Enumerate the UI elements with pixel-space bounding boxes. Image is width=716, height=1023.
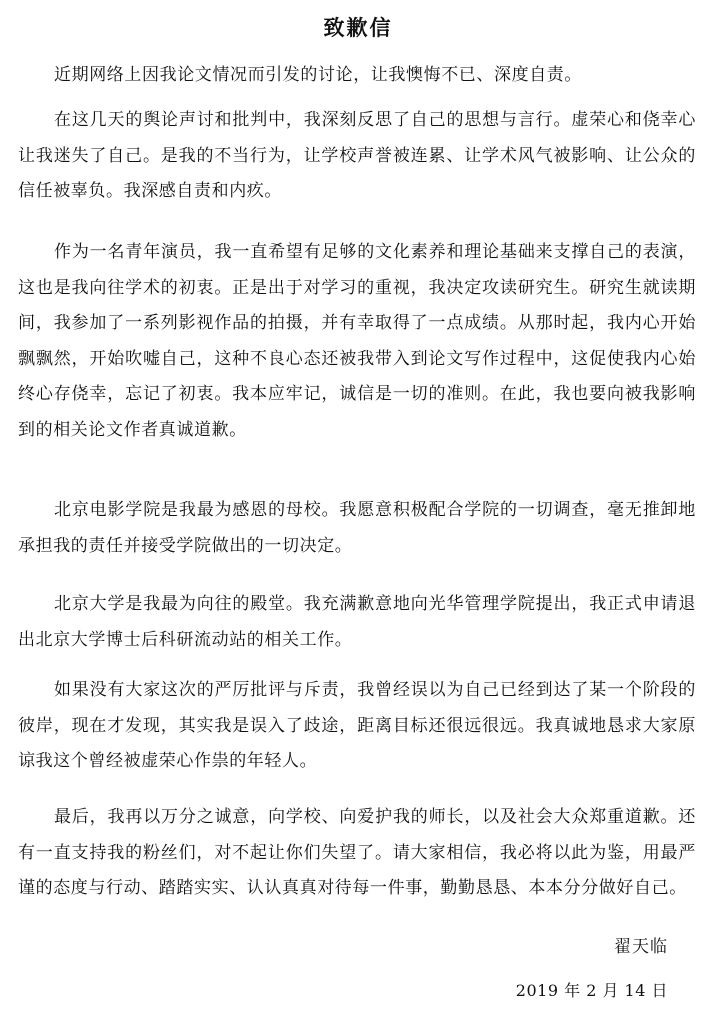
paragraph-intro: 近期网络上因我论文情况而引发的讨论，让我懊悔不已、深度自责。 (54, 65, 582, 85)
paragraph-film-academy: 北京电影学院是我最为感恩的母校。我愿意积极配合学院的一切调查，毫无推卸地承担我的责任并接受学院做出的一切决定。 (18, 500, 696, 556)
paragraph-criticism: 如果没有大家这次的严厉批评与斥责，我曾经误以为自己已经到达了某一个阶段的彼岸，现在才发现，其实我是误入了歧途，距离目标还很远很远。我真诚地恳求大家原谅我这个曾经被虚荣心作祟的年轻人。 (18, 680, 696, 771)
paragraph-background: 作为一名青年演员，我一直希望有足够的文化素养和理论基础来支撑自己的表演，这也是我向往学术的初衷。正是出于对学习的重视，我决定攻读研究生。研究生就读期间，我参加了一系列影视作品的拍摄，并有幸取得了一点成绩。从那时起，我内心开始飘飘然，开始吹嘘自己，这种不良心态还被我带入到论文写作过程中，这促使我内心始终心存侥幸，忘记了初衷。我本应牢记，诚信是一切的准则。在此，我也要向被我影响到的相关论文作者真诚道歉。 (18, 242, 696, 440)
signature-name: 翟天临 (614, 937, 668, 957)
letter-title: 致歉信 (323, 16, 393, 40)
signature-date: 2019 年 2 月 14 日 (515, 981, 668, 1000)
paragraph-closing: 最后，我再以万分之诚意，向学校、向爱护我的师长，以及社会大众郑重道歉。还有一直支持我的粉丝们，对不起让你们失望了。请大家相信，我必将以此为鉴，用最严谨的态度与行动、踏踏实实、认认真真对待每一件事，勤勤恳恳、本本分分做好自己。 (18, 807, 696, 898)
paragraph-peking-university: 北京大学是我最为向往的殿堂。我充满歉意地向光华管理学院提出，我正式申请退出北京大学博士后科研流动站的相关工作。 (18, 594, 696, 650)
paragraph-reflection: 在这几天的舆论声讨和批判中，我深刻反思了自己的思想与言行。虚荣心和侥幸心让我迷失了自己。是我的不当行为，让学校声誉被连累、让学术风气被影响、让公众的信任被辜负。我深感自责和内疚。 (18, 110, 696, 201)
